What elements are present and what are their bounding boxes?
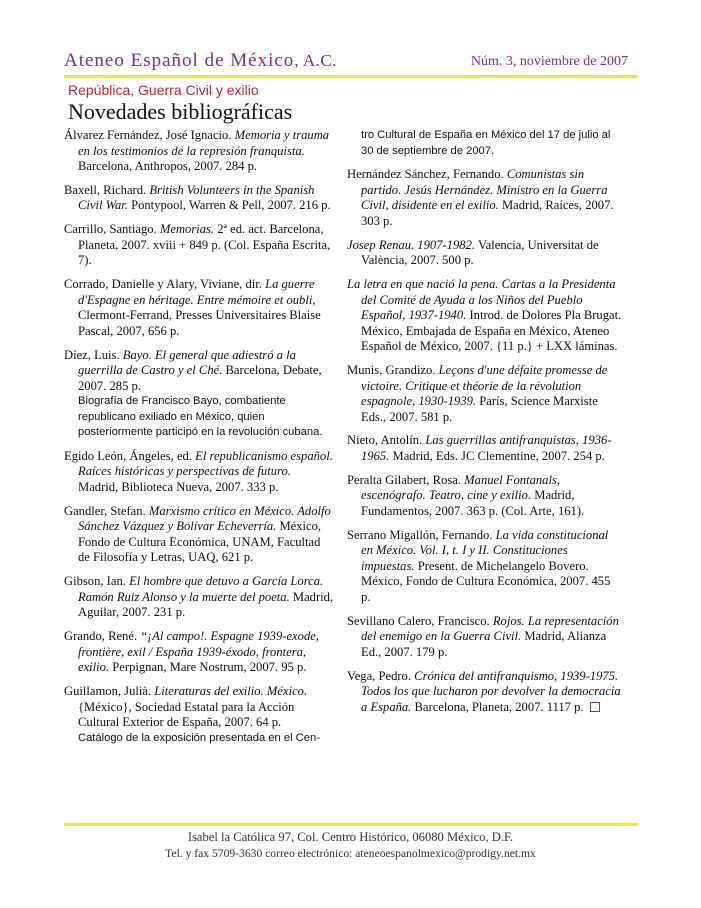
bibliography-entry <box>347 669 622 716</box>
entry-title: Crónica del antifranquismo, 1939-1975. Todos los que lucharon por devolver la democracia a España. <box>361 668 621 714</box>
entry-author: Baxell, Richard. <box>64 182 147 197</box>
entry-note: Catálogo de la exposición presentada en el Cen- <box>78 731 320 744</box>
entry-author: Serrano Migallón, Fernando. <box>347 527 493 542</box>
entry-author: Gandler, Stefan. <box>64 503 146 518</box>
entry-title: Bayo. El general que adiestró a la guerrilla de Castro y el Ché. <box>78 347 296 378</box>
entry-author: Sevillano Calero, Francisco. <box>347 613 490 628</box>
bibliography-entry <box>347 528 622 606</box>
entry-title: Las guerrillas antifranquistas, 1936-1965. <box>361 433 612 463</box>
right-column <box>347 128 622 723</box>
entry-publication: Madrid, Biblioteca Nueva, 2007. 333 p. <box>78 479 279 494</box>
entry-title: Memoria y trauma en los testimonios de la represión franquista. <box>78 128 330 158</box>
section-title: Novedades bibliográficas <box>68 99 293 124</box>
bibliography-entry <box>64 574 334 621</box>
entry-note: tro Cultural de España en México del 17 de julio al 30 de septiembre de 2007. <box>361 129 611 157</box>
entry-author: Corrado, Danielle y Alary, Viviane, dir. <box>64 277 262 292</box>
entry-author: Vega, Pedro. <box>347 668 412 683</box>
entry-title: Literaturas del exilio. México. <box>154 684 308 699</box>
brand-suffix: , A.C. <box>294 51 337 70</box>
entry-publication: Barcelona, Planeta, 2007. 1117 p. <box>414 699 584 714</box>
entry-publication: Madrid, Fundamentos, 2007. 363 p. (Col. Arte, 161). <box>361 488 585 518</box>
entry-publication: Barcelona, Anthropos, 2007. 284 p. <box>78 159 258 173</box>
entry-publication: Valencia, Universitat de València, 2007. 500 p. <box>361 237 599 268</box>
entry-publication: Present. de Michelangelo Bovero. México, Fondo de Cultura Económica, 2007. 455 p. <box>361 558 611 604</box>
entry-publication: Clermont-Ferrand, Presses Universitaires Blaise Pascal, 2007, 656 p. <box>78 308 321 338</box>
entry-author: Munis, Grandizo. <box>347 363 436 378</box>
entry-publication: Barcelona, Debate, 2007. 285 p. <box>78 363 322 393</box>
entry-publication: Madrid, Raíces, 2007. 303 p. <box>361 198 614 228</box>
entry-publication: Pontypool, Warren & Pell, 2007. 216 p. <box>131 198 331 213</box>
entry-author: Peralta Gilabert, Rosa. <box>347 472 462 487</box>
entry-author: Carrillo, Santiago. <box>64 222 157 237</box>
entry-publication: Madrid, Aguilar, 2007. 231 p. <box>78 589 334 620</box>
bibliography-entry <box>347 277 622 355</box>
bibliography-entry <box>347 473 622 520</box>
entry-publication: Introd. de Dolores Pla Brugat. México, Embajada de España en México, Ateneo Español de México, 2007. {11 p.} + LXX láminas. <box>361 308 622 354</box>
entry-title: “¡Al campo!. Espagne 1939-exode, frontière, exil / España 1939-éxodo, frontera, exilio. <box>78 629 319 675</box>
top-rule <box>64 75 638 78</box>
continuation-note <box>347 128 622 159</box>
entry-author: Nieto, Antolín. <box>347 433 423 448</box>
bibliography-entry <box>347 614 622 661</box>
entry-title: Memorias. <box>159 222 215 237</box>
entry-title: British Volunteers in the Spanish Civil War. <box>78 182 315 213</box>
bibliography-entry <box>347 363 622 425</box>
entry-title: Manuel Fontanals, escenógrafo. Teatro, cine y exilio. <box>361 472 561 503</box>
entry-title: El republicanismo español. Raíces históricas y perspectivas de futuro. <box>78 448 333 479</box>
bibliography-entry <box>347 238 622 269</box>
entry-author: Grando, René. <box>64 629 138 644</box>
entry-title: La guerre d'Espagne en héritage. Entre mémoire et oubli, <box>78 277 316 307</box>
bibliography-entry <box>347 167 622 229</box>
left-column <box>64 128 334 754</box>
bibliography-entry <box>347 433 622 464</box>
entry-author: Gibson, Ian. <box>64 574 126 589</box>
entry-publication: Madrid, Eds. JC Clementine, 2007. 254 p. <box>392 448 605 463</box>
entry-title: Marxismo crítico en México. Adolfo Sánchez Vázquez y Bolívar Echeverría. <box>78 503 331 534</box>
entry-author: Hernández Sánchez, Fernando. <box>347 167 504 182</box>
footer-address: Isabel la Católica 97, Col. Centro Histórico, 06080 México, D.F. <box>187 830 514 844</box>
entry-author: Egido León, Ángeles, ed. <box>64 448 193 463</box>
bibliography-entry <box>64 449 334 496</box>
entry-publication: Madrid, Alianza Ed., 2007. 179 p. <box>361 629 607 659</box>
entry-publication: París, Science Marxiste Eds., 2007. 581 p. <box>361 394 598 424</box>
entry-title: El hombre que detuvo a García Lorca. Ramón Ruiz Alonso y la muerte del poeta. <box>78 574 324 604</box>
entry-title: La vida constitucional en México. Vol. I, t. I y II. Constituciones impuestas. <box>361 527 609 573</box>
entry-publication: {México}, Sociedad Estatal para la Acción Cultural Exterior de España, 2007. 64 p. <box>78 699 295 730</box>
entry-author: Díez, Luis. <box>64 347 120 362</box>
entry-publication: 2ª ed. act. Barcelona, Planeta, 2007. xviii + 849 p. (Col. España Escrita, 7). <box>78 222 331 268</box>
masthead <box>64 50 628 74</box>
footer-contact: Tel. y fax 5709-3630 correo electrónico: ateneoespanolmexico@prodigy.net.mx <box>165 847 536 860</box>
bibliography-entry <box>64 128 334 175</box>
brand-name <box>64 50 337 72</box>
end-mark-icon <box>590 702 600 712</box>
bibliography-entry <box>64 684 334 746</box>
entry-title: Leçons d'une défaite promesse de victoire. Critique et théorie de la révolution espagnole, 1930-1939. <box>361 363 608 409</box>
entry-title: Rojos. La representación del enemigo en la Guerra Civil. <box>361 613 619 644</box>
entry-note: Biografía de Francisco Bayo, combatiente republicano exiliado en México, quien posteriormente participó en la revolución cubana. <box>78 395 323 439</box>
entry-publication: Perpignan, Mare Nostrum, 2007. 95 p. <box>112 660 307 675</box>
entry-publication: México, Fondo de Cultura Económica, UNAM, Facultad de Filosofía y Letras, UAQ, 621 p. <box>78 519 322 565</box>
section-kicker: República, Guerra Civil y exilio <box>68 82 259 98</box>
bibliography-entry <box>64 277 334 339</box>
issue-number: Núm. 3, noviembre de 2007 <box>470 54 628 69</box>
bibliography-entry <box>64 629 334 676</box>
entry-title: Comunistas sin partido. Jesús Hernández. Ministro en la Guerra Civil, disidente en el exilio. <box>361 167 608 213</box>
entry-title: Josep Renau. 1907-1982. <box>347 237 476 252</box>
bibliography-entry <box>64 222 334 269</box>
bibliography-entry <box>64 183 334 214</box>
entry-author: Álvarez Fernández, José Ignacio. <box>64 128 232 142</box>
bibliography-entry <box>64 348 334 441</box>
bottom-rule <box>64 823 638 826</box>
entry-title: La letra en que nació la pena. Cartas a la Presidenta del Comité de Ayuda a los Niños del Pueblo Español, 1937-1940. <box>347 277 616 323</box>
entry-author: Guillamon, Julià. <box>64 684 152 699</box>
bibliography-entry <box>64 504 334 566</box>
brand-title: Ateneo Español de México <box>64 50 295 71</box>
